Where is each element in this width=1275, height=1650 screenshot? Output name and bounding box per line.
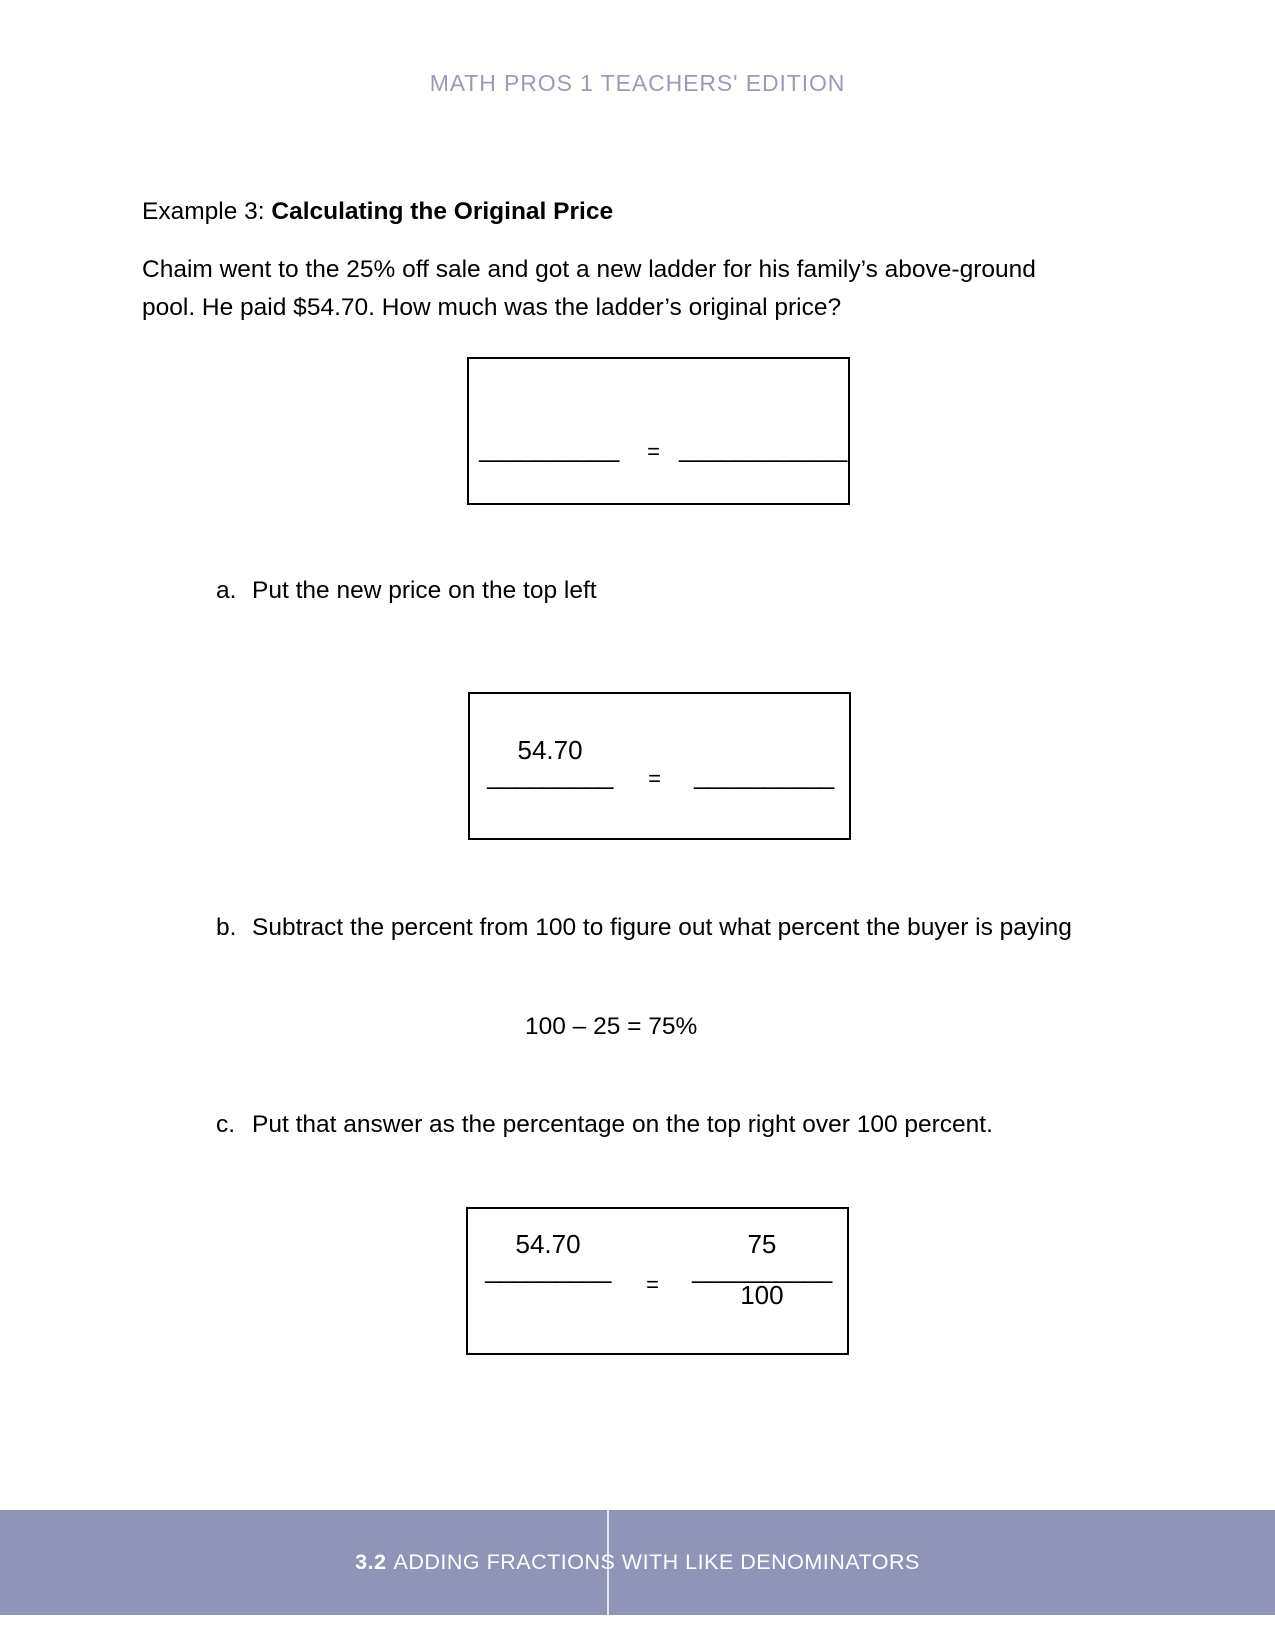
proportion-row-3 <box>468 1209 847 1373</box>
fraction-right-denominator-3: 100 <box>740 1280 784 1310</box>
fraction-right-3 <box>677 1229 847 1311</box>
equals-sign-3: = <box>646 1272 659 1297</box>
proportion-box-2 <box>468 692 851 840</box>
step-marker-b: b. <box>216 914 237 941</box>
fraction-left-numerator-2: 54.70 <box>517 735 583 765</box>
step-text-c: Put that answer as the percentage on the top right over 100 percent. <box>252 1111 993 1138</box>
fraction-right-2 <box>679 735 849 817</box>
fraction-left-3 <box>468 1229 628 1311</box>
proportion-box-3 <box>466 1207 849 1355</box>
fraction-left-numerator-3: 54.70 <box>515 1229 581 1259</box>
footer-content <box>0 1510 1275 1615</box>
step-marker-c: c. <box>216 1111 236 1138</box>
footer-section-title: ADDING FRACTIONS WITH LIKE DENOMINATORS <box>393 1550 920 1574</box>
header-title: MATH PROS 1 TEACHERS' EDITION <box>429 70 846 96</box>
proportion-row-1 <box>469 359 848 521</box>
equals-sign-1: = <box>647 439 660 464</box>
fraction-right-1 <box>678 408 848 490</box>
step-text-b: Subtract the percent from 100 to figure out what percent the buyer is paying <box>252 914 1072 941</box>
step-item-c <box>216 1108 993 1142</box>
example-heading <box>142 195 1102 229</box>
fraction-right-blank-3: __________ <box>692 1254 832 1284</box>
document-header <box>0 70 1275 97</box>
equals-sign-2: = <box>648 766 661 791</box>
step-marker-a: a. <box>216 577 237 604</box>
fraction-left-blank-1: __________ <box>479 433 619 463</box>
fraction-right-numerator-3: 75 <box>747 1229 777 1259</box>
example-heading-lead: Example 3: <box>142 198 272 225</box>
document-footer <box>0 1510 1275 1615</box>
main-content <box>142 195 1102 327</box>
fraction-left-blank-3: _________ <box>485 1254 611 1284</box>
step-item-a <box>216 574 597 608</box>
example-heading-title: Calculating the Original Price <box>271 198 614 225</box>
example-prompt: Chaim went to the 25% off sale and got a new ladder for his family’s above-ground pool. He paid $54.70. How much was the ladder’s original price? <box>142 256 1036 321</box>
percent-equation: 100 – 25 = 75% <box>525 1013 698 1040</box>
fraction-right-blank-2: __________ <box>694 760 834 790</box>
proportion-box-1 <box>467 357 850 505</box>
proportion-row-2 <box>470 694 849 848</box>
fraction-right-blank-1: ____________ <box>679 433 847 463</box>
footer-section-number: 3.2 <box>355 1550 387 1574</box>
step-text-a: Put the new price on the top left <box>252 577 597 604</box>
step-item-b <box>216 911 1072 945</box>
fraction-left-blank-2: _________ <box>487 760 613 790</box>
fraction-left-1 <box>469 408 629 490</box>
fraction-left-2 <box>470 735 630 817</box>
